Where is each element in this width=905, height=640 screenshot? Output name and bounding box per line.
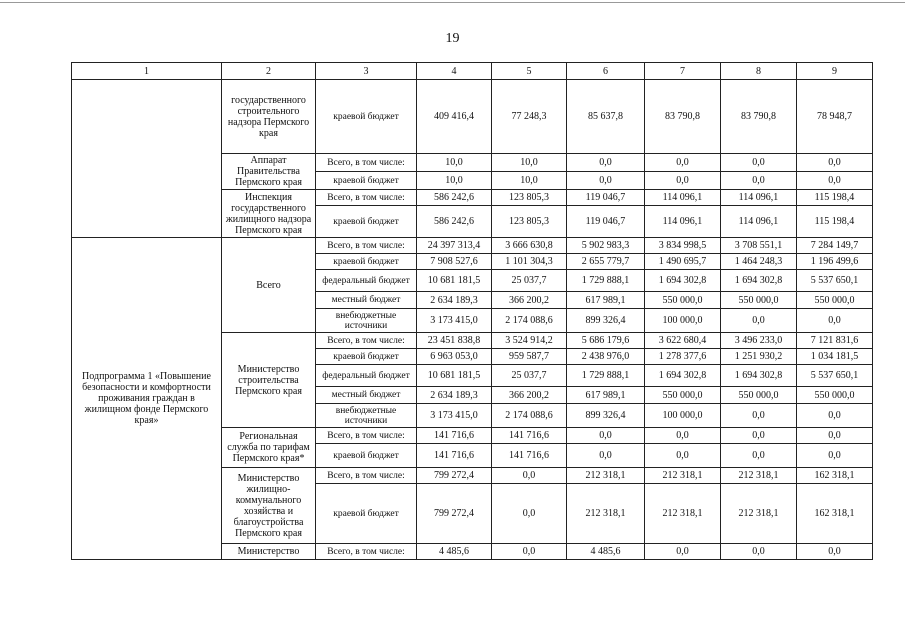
- amount-cell: 586 242,6: [417, 206, 492, 238]
- table-row: [72, 238, 873, 254]
- funding-source-cell: Всего, в том числе:: [316, 468, 417, 484]
- column-number-row: [72, 63, 873, 80]
- amount-cell: 899 326,4: [567, 309, 645, 333]
- amount-cell: 10 681 181,5: [417, 270, 492, 292]
- budget-table: [71, 62, 873, 560]
- amount-cell: 0,0: [797, 154, 873, 172]
- amount-cell: 2 634 189,3: [417, 387, 492, 404]
- amount-cell: 0,0: [645, 154, 721, 172]
- amount-cell: 141 716,6: [492, 428, 567, 444]
- amount-cell: 162 318,1: [797, 484, 873, 544]
- amount-cell: 0,0: [797, 428, 873, 444]
- amount-cell: 5 902 983,3: [567, 238, 645, 254]
- amount-cell: 10,0: [492, 154, 567, 172]
- funding-source-cell: федеральный бюджет: [316, 270, 417, 292]
- performer-cell: Министерство жилищно-коммунального хозяйства и благоустройства Пермского края: [222, 468, 316, 544]
- column-header: 2: [222, 63, 316, 80]
- funding-source-cell: краевой бюджет: [316, 484, 417, 544]
- amount-cell: 115 198,4: [797, 190, 873, 206]
- amount-cell: 100 000,0: [645, 404, 721, 428]
- funding-source-cell: краевой бюджет: [316, 80, 417, 154]
- column-header: 4: [417, 63, 492, 80]
- amount-cell: 0,0: [492, 544, 567, 560]
- amount-cell: 100 000,0: [645, 309, 721, 333]
- amount-cell: 0,0: [797, 172, 873, 190]
- amount-cell: 5 686 179,6: [567, 333, 645, 349]
- amount-cell: 550 000,0: [797, 292, 873, 309]
- amount-cell: 2 634 189,3: [417, 292, 492, 309]
- amount-cell: 0,0: [721, 544, 797, 560]
- amount-cell: 114 096,1: [721, 190, 797, 206]
- amount-cell: 162 318,1: [797, 468, 873, 484]
- performer-cell: Инспекция государственного жилищного надзора Пермского края: [222, 190, 316, 238]
- funding-source-cell: Всего, в том числе:: [316, 190, 417, 206]
- amount-cell: 0,0: [567, 172, 645, 190]
- amount-cell: 78 948,7: [797, 80, 873, 154]
- amount-cell: 0,0: [797, 544, 873, 560]
- funding-source-cell: Всего, в том числе:: [316, 544, 417, 560]
- amount-cell: 212 318,1: [645, 468, 721, 484]
- amount-cell: 899 326,4: [567, 404, 645, 428]
- amount-cell: 141 716,6: [492, 444, 567, 468]
- amount-cell: 5 537 650,1: [797, 270, 873, 292]
- column-header: 7: [645, 63, 721, 80]
- amount-cell: 3 834 998,5: [645, 238, 721, 254]
- amount-cell: 0,0: [721, 154, 797, 172]
- amount-cell: 6 963 053,0: [417, 349, 492, 365]
- amount-cell: 0,0: [645, 444, 721, 468]
- amount-cell: 1 694 302,8: [721, 365, 797, 387]
- amount-cell: 366 200,2: [492, 292, 567, 309]
- amount-cell: 23 451 838,8: [417, 333, 492, 349]
- amount-cell: 0,0: [567, 444, 645, 468]
- column-header: 5: [492, 63, 567, 80]
- amount-cell: 2 174 088,6: [492, 309, 567, 333]
- amount-cell: 1 251 930,2: [721, 349, 797, 365]
- amount-cell: 1 101 304,3: [492, 254, 567, 270]
- column-header: 6: [567, 63, 645, 80]
- amount-cell: 3 622 680,4: [645, 333, 721, 349]
- funding-source-cell: местный бюджет: [316, 387, 417, 404]
- funding-source-cell: Всего, в том числе:: [316, 154, 417, 172]
- amount-cell: 0,0: [645, 172, 721, 190]
- amount-cell: 550 000,0: [645, 292, 721, 309]
- amount-cell: 7 121 831,6: [797, 333, 873, 349]
- amount-cell: 212 318,1: [567, 468, 645, 484]
- amount-cell: 550 000,0: [721, 292, 797, 309]
- amount-cell: 115 198,4: [797, 206, 873, 238]
- table-row: [72, 80, 873, 154]
- amount-cell: 114 096,1: [645, 206, 721, 238]
- amount-cell: 1 694 302,8: [645, 365, 721, 387]
- amount-cell: 959 587,7: [492, 349, 567, 365]
- amount-cell: 1 490 695,7: [645, 254, 721, 270]
- amount-cell: 3 173 415,0: [417, 404, 492, 428]
- amount-cell: 3 173 415,0: [417, 309, 492, 333]
- amount-cell: 0,0: [797, 404, 873, 428]
- amount-cell: 0,0: [721, 172, 797, 190]
- amount-cell: 3 708 551,1: [721, 238, 797, 254]
- table-body: [72, 80, 873, 560]
- amount-cell: 3 524 914,2: [492, 333, 567, 349]
- funding-source-cell: краевой бюджет: [316, 444, 417, 468]
- amount-cell: 212 318,1: [721, 468, 797, 484]
- amount-cell: 2 174 088,6: [492, 404, 567, 428]
- performer-cell: Аппарат Правительства Пермского края: [222, 154, 316, 190]
- amount-cell: 119 046,7: [567, 206, 645, 238]
- performer-cell: государственного строительного надзора Пермского края: [222, 80, 316, 154]
- amount-cell: 83 790,8: [721, 80, 797, 154]
- amount-cell: 366 200,2: [492, 387, 567, 404]
- funding-source-cell: краевой бюджет: [316, 172, 417, 190]
- column-header: 8: [721, 63, 797, 80]
- amount-cell: 212 318,1: [721, 484, 797, 544]
- amount-cell: 0,0: [492, 484, 567, 544]
- funding-source-cell: федеральный бюджет: [316, 365, 417, 387]
- amount-cell: 2 438 976,0: [567, 349, 645, 365]
- amount-cell: 7 284 149,7: [797, 238, 873, 254]
- amount-cell: 0,0: [797, 309, 873, 333]
- amount-cell: 119 046,7: [567, 190, 645, 206]
- amount-cell: 4 485,6: [567, 544, 645, 560]
- amount-cell: 0,0: [567, 154, 645, 172]
- amount-cell: 10,0: [492, 172, 567, 190]
- amount-cell: 1 694 302,8: [645, 270, 721, 292]
- funding-source-cell: Всего, в том числе:: [316, 428, 417, 444]
- funding-source-cell: Всего, в том числе:: [316, 333, 417, 349]
- amount-cell: 25 037,7: [492, 270, 567, 292]
- amount-cell: 85 637,8: [567, 80, 645, 154]
- amount-cell: 550 000,0: [797, 387, 873, 404]
- amount-cell: 0,0: [645, 428, 721, 444]
- amount-cell: 1 464 248,3: [721, 254, 797, 270]
- amount-cell: 7 908 527,6: [417, 254, 492, 270]
- amount-cell: 0,0: [721, 444, 797, 468]
- column-header: 9: [797, 63, 873, 80]
- amount-cell: 25 037,7: [492, 365, 567, 387]
- funding-source-cell: внебюджетные источники: [316, 404, 417, 428]
- funding-source-cell: краевой бюджет: [316, 349, 417, 365]
- amount-cell: 83 790,8: [645, 80, 721, 154]
- column-header: 3: [316, 63, 417, 80]
- performer-cell: Всего: [222, 238, 316, 333]
- amount-cell: 1 694 302,8: [721, 270, 797, 292]
- amount-cell: 4 485,6: [417, 544, 492, 560]
- amount-cell: 617 989,1: [567, 387, 645, 404]
- program-name-cell: Подпрограмма 1 «Повышение безопасности и комфортности проживания граждан в жилищном фонде Пермского края»: [72, 238, 222, 560]
- amount-cell: 586 242,6: [417, 190, 492, 206]
- amount-cell: 212 318,1: [645, 484, 721, 544]
- amount-cell: 550 000,0: [645, 387, 721, 404]
- amount-cell: 10,0: [417, 154, 492, 172]
- amount-cell: 77 248,3: [492, 80, 567, 154]
- funding-source-cell: краевой бюджет: [316, 206, 417, 238]
- amount-cell: 0,0: [645, 544, 721, 560]
- amount-cell: 799 272,4: [417, 468, 492, 484]
- amount-cell: 0,0: [492, 468, 567, 484]
- performer-cell: Министерство: [222, 544, 316, 560]
- amount-cell: 0,0: [797, 444, 873, 468]
- amount-cell: 1 278 377,6: [645, 349, 721, 365]
- amount-cell: 0,0: [567, 428, 645, 444]
- amount-cell: 0,0: [721, 428, 797, 444]
- amount-cell: 141 716,6: [417, 444, 492, 468]
- funding-source-cell: Всего, в том числе:: [316, 238, 417, 254]
- amount-cell: 0,0: [721, 309, 797, 333]
- amount-cell: 1 196 499,6: [797, 254, 873, 270]
- amount-cell: 10,0: [417, 172, 492, 190]
- page-number: 19: [445, 31, 460, 46]
- amount-cell: 212 318,1: [567, 484, 645, 544]
- amount-cell: 114 096,1: [645, 190, 721, 206]
- amount-cell: 1 034 181,5: [797, 349, 873, 365]
- amount-cell: 2 655 779,7: [567, 254, 645, 270]
- performer-cell: Министерство строительства Пермского края: [222, 333, 316, 428]
- amount-cell: 550 000,0: [721, 387, 797, 404]
- funding-source-cell: краевой бюджет: [316, 254, 417, 270]
- table-header: [72, 63, 873, 80]
- funding-source-cell: местный бюджет: [316, 292, 417, 309]
- amount-cell: 114 096,1: [721, 206, 797, 238]
- amount-cell: 409 416,4: [417, 80, 492, 154]
- amount-cell: 141 716,6: [417, 428, 492, 444]
- amount-cell: 3 666 630,8: [492, 238, 567, 254]
- amount-cell: 5 537 650,1: [797, 365, 873, 387]
- amount-cell: 10 681 181,5: [417, 365, 492, 387]
- amount-cell: 1 729 888,1: [567, 270, 645, 292]
- amount-cell: 1 729 888,1: [567, 365, 645, 387]
- amount-cell: 799 272,4: [417, 484, 492, 544]
- amount-cell: 123 805,3: [492, 206, 567, 238]
- amount-cell: 617 989,1: [567, 292, 645, 309]
- top-border-line: [0, 2, 905, 3]
- performer-cell: Региональная служба по тарифам Пермского края*: [222, 428, 316, 468]
- program-name-cell: [72, 80, 222, 238]
- amount-cell: 3 496 233,0: [721, 333, 797, 349]
- column-header: 1: [72, 63, 222, 80]
- funding-source-cell: внебюджетные источники: [316, 309, 417, 333]
- amount-cell: 24 397 313,4: [417, 238, 492, 254]
- amount-cell: 0,0: [721, 404, 797, 428]
- amount-cell: 123 805,3: [492, 190, 567, 206]
